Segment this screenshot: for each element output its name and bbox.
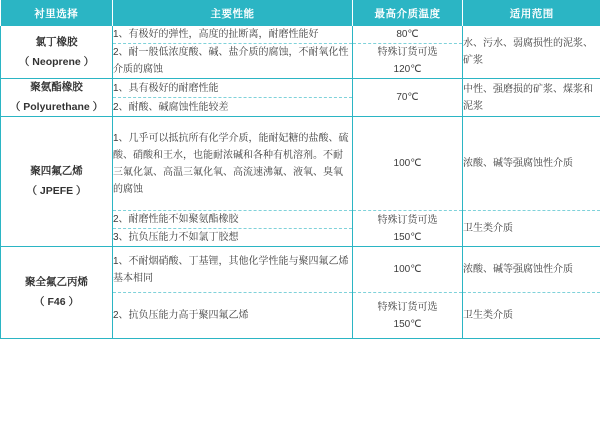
temperature-line-2: 120℃ [393,64,422,75]
temperature-value [353,211,463,247]
lining-name-jpefe [1,117,113,247]
temperature-value [353,117,463,211]
lining-name-cn: 氯丁橡胶 [35,35,78,48]
performance-text: 1、不耐烟硝酸、丁基锂，其他化学性能与聚四氟乙烯基本相同 [113,247,353,293]
lining-name-cn: 聚四氟乙烯 [30,165,83,177]
performance-text: 3、抗负压能力不如氯丁胶想 [113,229,353,247]
column-header-scope: 适用范围 [463,0,600,26]
lining-name-en: （ JPEFE ） [26,185,87,197]
temperature-line-1: 80℃ [396,29,419,40]
performance-text: 1、具有极好的耐磨性能 [113,79,353,98]
lining-name-f46 [1,247,113,339]
scope-text: 卫生类介质 [463,211,600,247]
performance-text: 1、有极好的弹性，高度的扯断离，耐磨性能好 [113,26,353,44]
temperature-line-1: 70℃ [396,92,419,103]
table-header-row [1,0,600,26]
lining-name-en: （ F46 ） [34,296,79,308]
temperature-value [353,44,463,79]
scope-text: 水、污水、弱腐损性的泥浆、矿浆 [463,26,600,79]
lining-name-polyurethane [1,79,113,117]
scope-text: 卫生类介质 [463,293,600,339]
temperature-value [353,247,463,293]
lining-name-en: （ Neoprene ） [18,55,95,68]
temperature-line-1: 特殊订货可选 [377,301,438,313]
scope-text: 中性、强磨损的矿浆、煤浆和泥浆 [463,79,600,117]
table-row [1,26,600,44]
performance-text: 2、耐酸、碱腐蚀性能较差 [113,98,353,117]
table-row [1,79,600,98]
lining-name-cn: 聚氨酯橡胶 [30,81,83,93]
lining-name-neoprene [1,26,113,79]
scope-text: 浓酸、碱等强腐蚀性介质 [463,247,600,293]
lining-name-cn: 聚全氟乙丙烯 [25,276,88,288]
temperature-value [353,26,463,44]
temperature-line-1: 100℃ [393,264,422,275]
table-header [1,0,600,26]
column-header-performance: 主要性能 [113,0,353,26]
column-header-max-temperature: 最高介质温度 [353,0,463,26]
scope-text: 浓酸、碱等强腐蚀性介质 [463,117,600,211]
performance-text: 2、耐磨性能不如聚氨酯橡胶 [113,211,353,229]
performance-text: 2、耐一般低浓度酸、碱、盐介质的腐蚀，不耐氧化性介质的腐蚀 [113,44,353,79]
temperature-line-2: 150℃ [393,231,422,243]
table-row [1,117,600,211]
performance-text: 2、抗负压能力高于聚四氟乙烯 [113,293,353,339]
performance-text: 1、几乎可以抵抗所有化学介质，能耐妃糖的盐酸、硫酸、硝酸和王水，也能耐浓碱和各种有机溶剂。不耐三氟化氯、高温三氟化氧、高流速沸氟、液氧、臭氧的腐蚀 [113,117,353,211]
temperature-line-1: 特殊订货可选 [377,47,438,58]
temperature-line-1: 100℃ [393,158,422,169]
table-body [1,26,600,339]
temperature-line-2: 150℃ [393,318,422,330]
column-header-lining: 衬里选择 [1,0,113,26]
temperature-line-1: 特殊订货可选 [377,214,438,226]
lining-name-en: （ Polyurethane ） [9,101,104,113]
table-row [1,247,600,293]
temperature-value [353,293,463,339]
temperature-value [353,79,463,117]
